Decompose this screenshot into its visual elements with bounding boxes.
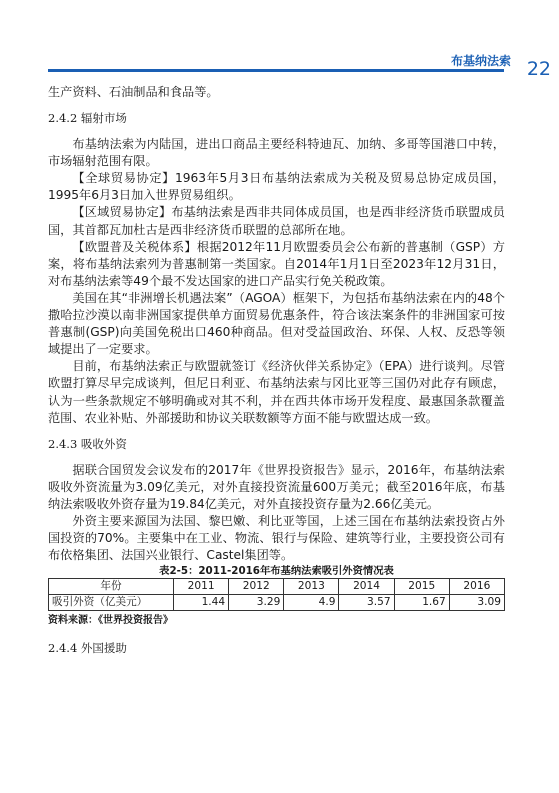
paragraph-investment-report: 据联合国贸发会议发布的2017年《世界投资报告》显示，2016年，布基纳法索吸收外资流量为3.09亿美元，对外直接投资流量600万美元；截至2016年底，布基纳法索吸收外资存量为19.84亿美元，对外直接投资存量为2.66亿美元。 [48,462,505,511]
paragraph-epa: 目前，布基纳法索正与欧盟就签订《经济伙伴关系协定》（EPA）进行谈判。尽管欧盟打算尽早完成谈判，但尼日利亚、布基纳法索与冈比亚等三国仍对此存有顾虑，认为一些条款规定不够明确或对其不利，并在西共体市场开发程度、最惠国条款覆盖范围、农业补贴、外部援助和协议关联数额等方面不能与欧盟达成一致。 [48,359,505,425]
table-row-label: 吸引外资（亿美元） [49,595,174,611]
paragraph-investment-sources: 外资主要来源国为法国、黎巴嫩、利比亚等国，上述三国在布基纳法索投资占外国投资的70%。主要集中在工业、物流、银行与保险、建筑等行业，主要投资公司有布依格集团、法国兴业银行、Castel集团等。 [48,513,505,563]
table-year: 2013 [284,579,339,595]
table-row [49,595,505,611]
paragraph-global-trade: 【全球贸易协定】1963年5月3日布基纳法索成为关税及贸易总协定成员国，1995年6月3日加入世界贸易组织。 [48,171,505,203]
table-cell: 3.57 [339,595,394,611]
page-number: 22 [526,58,551,80]
table-year: 2016 [449,579,504,595]
paragraph-regional-trade: 【区域贸易协定】布基纳法索是西非共同体成员国，也是西非经济货币联盟成员国，其首都瓦加杜古是西非经济货币联盟的总部所在地。 [48,205,505,237]
section-heading-radiation-market: 2.4.2 辐射市场 [48,111,127,126]
table-source: 资料来源：《世界投资报告》 [48,615,173,627]
page-header [0,0,559,80]
paragraph-market: 布基纳法索为内陆国，进出口商品主要经科特迪瓦、加纳、多哥等国港口中转，市场辐射范围有限。 [48,137,505,169]
paragraph-agoa: 美国在其“非洲增长机遇法案”（AGOA）框架下，为包括布基纳法索在内的48个撒哈拉沙漠以南非洲国家提供单方面贸易优惠条件，符合该法案条件的非洲国家可按普惠制(GSP)向美国免税出口460种商品。但对受益国政治、环保、人权、反恐等领域提出了一定要求。 [48,290,505,357]
paragraph-continuation: 生产资料、石油制品和食品等。 [48,85,219,99]
table-cell: 3.09 [449,595,504,611]
table-cell: 1.67 [394,595,449,611]
running-title: 布基纳法索 [450,54,511,68]
table-cell: 4.9 [284,595,339,611]
table-year: 2015 [394,579,449,595]
table-year: 2011 [174,579,229,595]
table-cell: 3.29 [229,595,284,611]
page-body [48,84,505,657]
table-year: 2014 [339,579,394,595]
section-heading-foreign-investment: 2.4.3 吸收外资 [48,436,127,451]
table-year: 2012 [229,579,284,595]
paragraph-eu-gsp: 【欧盟普及关税体系】根据2012年11月欧盟委员会公布新的普惠制（GSP）方案，将布基纳法索列为普惠制第一类国家。自2014年1月1日至2023年12月31日，对布基纳法索等49个最不发达国家的进口产品实行免关税政策。 [48,239,505,288]
header-rule [48,69,504,72]
table-cell: 1.44 [174,595,229,611]
table-header-row [49,579,505,595]
investment-table [48,578,505,611]
table-header-label: 年份 [49,579,174,595]
section-heading-foreign-aid: 2.4.4 外国援助 [48,641,127,656]
table-caption: 表2-5：2011-2016年布基纳法索吸引外资情况表 [159,565,394,578]
